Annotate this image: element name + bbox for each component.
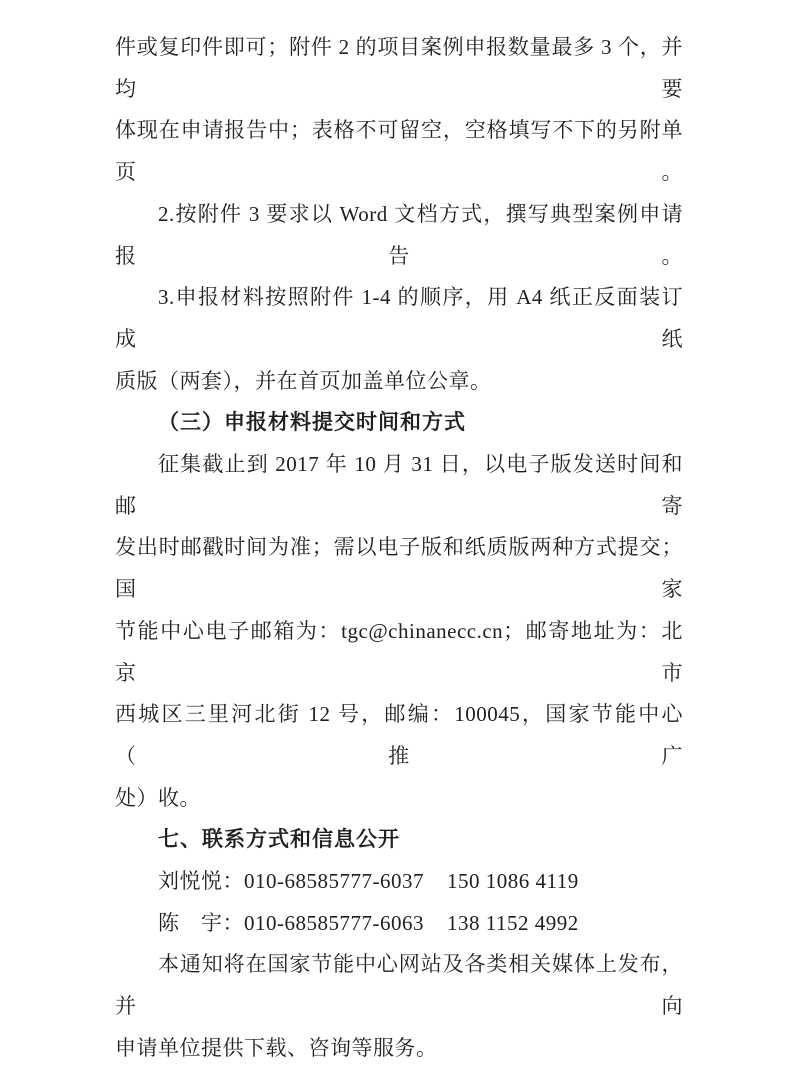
line-attachment-copies: 件或复印件即可；附件 2 的项目案例申报数量最多 3 个，并均要 bbox=[115, 35, 683, 101]
line-publish-notice-continued: 申请单位提供下载、咨询等服务。 bbox=[115, 1035, 438, 1060]
line-form-no-blank: 体现在申请报告中；表格不可留空，空格填写不下的另附单页。 bbox=[115, 118, 683, 185]
line-item3-binding-continued: 质版（两套），并在首页加盖单位公章。 bbox=[115, 368, 492, 393]
heading-submission-time-method: （三）申报材料提交时间和方式 bbox=[158, 410, 466, 435]
line-deadline: 征集截止到 2017 年 10 月 31 日，以电子版发送时间和邮寄 bbox=[115, 452, 683, 518]
line-item2-word-format: 2.按附件 3 要求以 Word 文档方式，撰写典型案例申请报告。 bbox=[115, 201, 683, 268]
document-page bbox=[115, 27, 683, 1070]
line-postmark-rule: 发出时邮戳时间为准；需以电子版和纸质版两种方式提交；国家 bbox=[115, 535, 683, 602]
contact-line-chen: 陈 宇：010-68585777-6063 138 1152 4992 bbox=[158, 910, 579, 935]
line-publish-notice: 本通知将在国家节能中心网站及各类相关媒体上发布，并向 bbox=[115, 952, 683, 1019]
heading-contact-info: 七、联系方式和信息公开 bbox=[158, 828, 400, 852]
line-item3-binding: 3.申报材料按照附件 1-4 的顺序，用 A4 纸正反面装订成纸 bbox=[115, 285, 683, 351]
contact-line-liu: 刘悦悦：010-68585777-6037 150 1086 4119 bbox=[158, 869, 579, 894]
line-email-address: 节能中心电子邮箱为：tgc@chinanecc.cn；邮寄地址为：北京市 bbox=[115, 618, 683, 685]
line-recipient: 处）收。 bbox=[115, 785, 201, 810]
line-mailing-address: 西城区三里河北街 12 号，邮编：100045，国家节能中心（推广 bbox=[115, 702, 683, 768]
